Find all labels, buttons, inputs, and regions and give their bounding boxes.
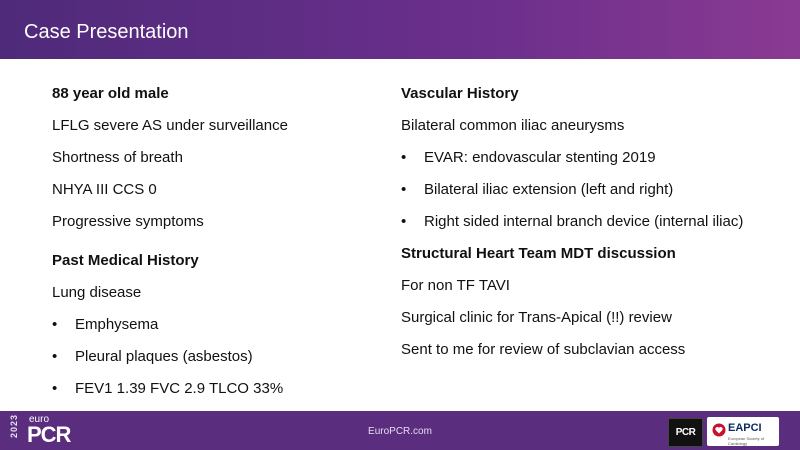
footer-year: 2023 (9, 413, 19, 438)
text-line (52, 283, 141, 303)
text-line (52, 116, 288, 136)
line-text: 88 year old male (52, 85, 169, 102)
europcr-logo-euro: euro (29, 414, 50, 425)
line-text: Sent to me for review of subclavian access (401, 341, 686, 358)
eapci-badge (707, 417, 779, 446)
bullet-item (401, 212, 743, 232)
bullet-icon: • (52, 380, 58, 397)
line-text: Shortness of breath (52, 149, 183, 166)
bullet-icon: • (52, 316, 58, 333)
bullet-item (52, 315, 158, 335)
text-line (52, 180, 157, 200)
line-text: Past Medical History (52, 252, 199, 269)
section-heading (52, 251, 199, 271)
line-text: Vascular History (401, 85, 519, 102)
line-text: Structural Heart Team MDT discussion (401, 245, 676, 262)
pcr-badge-label: PCR (675, 427, 696, 438)
bullet-icon: • (401, 181, 407, 198)
line-text: Pleural plaques (asbestos) (75, 348, 253, 365)
text-line (52, 212, 204, 232)
text-line (52, 148, 183, 168)
line-text: Emphysema (75, 316, 159, 333)
footer-url[interactable]: EuroPCR.com (368, 426, 432, 437)
slide-title: Case Presentation (24, 21, 189, 43)
line-text: For non TF TAVI (401, 277, 510, 294)
pcr-badge (668, 418, 703, 447)
bullet-icon: • (401, 213, 407, 230)
line-text: EVAR: endovascular stenting 2019 (424, 149, 656, 166)
bullet-item (401, 180, 673, 200)
bullet-item (52, 379, 283, 399)
line-text: FEV1 1.39 FVC 2.9 TLCO 33% (75, 380, 284, 397)
line-text: Bilateral iliac extension (left and right) (424, 181, 674, 198)
text-line (401, 308, 672, 328)
section-heading (401, 84, 519, 104)
eapci-badge-subtitle: European Society of Cardiology (728, 436, 765, 446)
line-text: Progressive symptoms (52, 213, 204, 230)
line-text: Surgical clinic for Trans-Apical (!!) review (401, 309, 672, 326)
europcr-logo: PCR (27, 422, 71, 447)
title-bar (0, 0, 800, 59)
section-heading (401, 244, 676, 264)
bullet-icon: • (52, 348, 58, 365)
line-text: NHYA III CCS 0 (52, 181, 157, 198)
heart-icon (712, 423, 726, 437)
bullet-icon: • (401, 149, 407, 166)
section-heading (52, 84, 169, 104)
text-line (401, 340, 685, 360)
text-line (401, 116, 624, 136)
line-text: Bilateral common iliac aneurysms (401, 117, 625, 134)
line-text: Right sided internal branch device (internal iliac) (424, 213, 744, 230)
bullet-item (401, 148, 656, 168)
line-text: Lung disease (52, 284, 142, 301)
line-text: LFLG severe AS under surveillance (52, 117, 288, 134)
bullet-item (52, 347, 253, 367)
eapci-badge-label: EAPCI (728, 422, 762, 434)
text-line (401, 276, 510, 296)
